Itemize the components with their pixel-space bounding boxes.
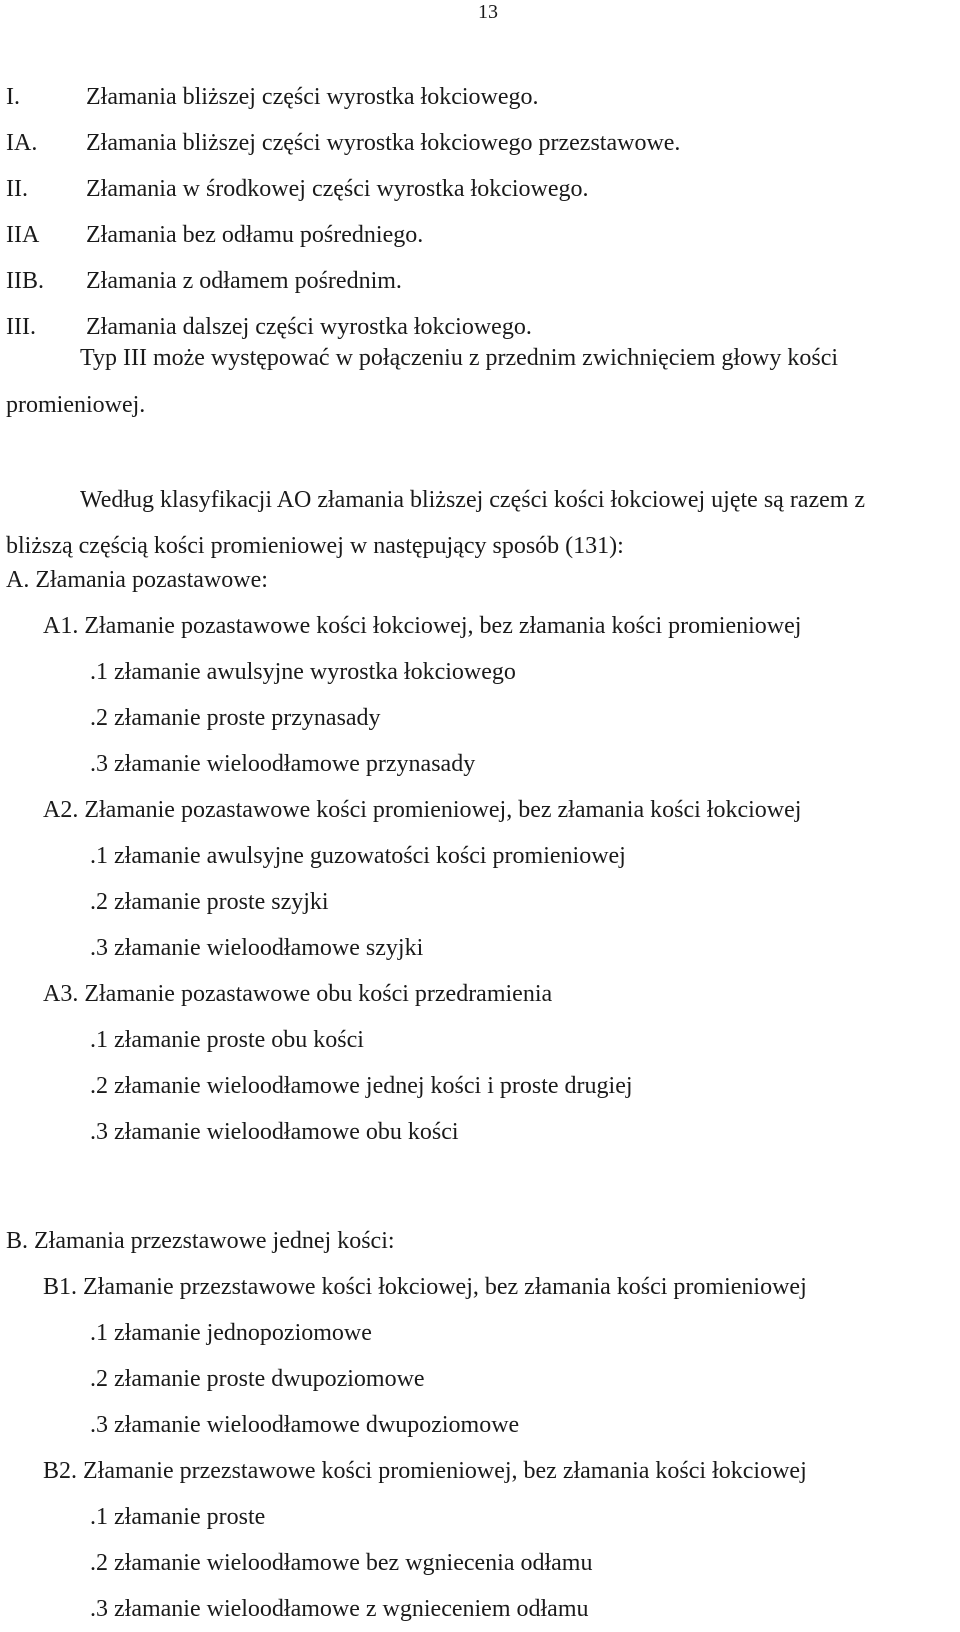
list-item: .1 złamanie proste obu kości xyxy=(90,1027,364,1053)
group-title: A2. Złamanie pozastawowe kości promieniowej, bez złamania kości łokciowej xyxy=(43,797,802,823)
classification-text: Złamania z odłamem pośrednim. xyxy=(86,268,402,294)
classification-code: IIB. xyxy=(6,268,44,294)
classification-row xyxy=(0,120,960,166)
group-title: B1. Złamanie przezstawowe kości łokciowej, bez złamania kości promieniowej xyxy=(43,1274,807,1300)
classification-code: II. xyxy=(6,176,28,202)
section-title: B. Złamania przezstawowe jednej kości: xyxy=(6,1228,395,1254)
classification-code: III. xyxy=(6,314,36,340)
list-item: .2 złamanie proste dwupoziomowe xyxy=(90,1366,425,1392)
group-title: A1. Złamanie pozastawowe kości łokciowej, bez złamania kości promieniowej xyxy=(43,613,802,639)
list-item: .2 złamanie proste przynasady xyxy=(90,705,381,731)
classification-row xyxy=(0,166,960,212)
classification-code: IIA xyxy=(6,222,40,248)
note-paragraph-line: Typ III może występować w połączeniu z przednim zwichnięciem głowy kości xyxy=(80,345,839,371)
list-item: .3 złamanie wieloodłamowe z wgnieceniem odłamu xyxy=(90,1596,589,1622)
classification-code: IA. xyxy=(6,130,38,156)
classification-text: Złamania bliższej części wyrostka łokciowego. xyxy=(86,84,539,110)
list-item: .1 złamanie jednopoziomowe xyxy=(90,1320,372,1346)
classification-text: Złamania w środkowej części wyrostka łokciowego. xyxy=(86,176,589,202)
page-number: 13 xyxy=(478,1,498,23)
classification-row xyxy=(0,304,960,350)
ao-intro-line: bliższą częścią kości promieniowej w następujący sposób (131): xyxy=(6,533,624,559)
classification-row xyxy=(0,74,960,120)
list-item: .1 złamanie proste xyxy=(90,1504,266,1530)
list-item: .1 złamanie awulsyjne guzowatości kości promieniowej xyxy=(90,843,626,869)
list-item: .2 złamanie proste szyjki xyxy=(90,889,329,915)
section-a xyxy=(0,557,960,1155)
section-title: A. Złamania pozastawowe: xyxy=(6,567,268,593)
list-item: .3 złamanie wieloodłamowe dwupoziomowe xyxy=(90,1412,520,1438)
classification-row xyxy=(0,258,960,304)
list-item: .2 złamanie wieloodłamowe jednej kości i proste drugiej xyxy=(90,1073,633,1099)
list-item: .3 złamanie wieloodłamowe przynasady xyxy=(90,751,476,777)
group-title: B2. Złamanie przezstawowe kości promieniowej, bez złamania kości łokciowej xyxy=(43,1458,807,1484)
list-item: .3 złamanie wieloodłamowe szyjki xyxy=(90,935,424,961)
classification-row xyxy=(0,212,960,258)
list-item: .3 złamanie wieloodłamowe obu kości xyxy=(90,1119,459,1145)
classification-text: Złamania bez odłamu pośredniego. xyxy=(86,222,424,248)
list-item: .1 złamanie awulsyjne wyrostka łokciowego xyxy=(90,659,516,685)
section-b xyxy=(0,1218,960,1632)
classification-text: Złamania bliższej części wyrostka łokciowego przezstawowe. xyxy=(86,130,681,156)
classification-code: I. xyxy=(6,84,20,110)
list-item: .2 złamanie wieloodłamowe bez wgniecenia odłamu xyxy=(90,1550,593,1576)
classification-text: Złamania dalszej części wyrostka łokciowego. xyxy=(86,314,532,340)
classification-list xyxy=(0,74,960,350)
group-title: A3. Złamanie pozastawowe obu kości przedramienia xyxy=(43,981,553,1007)
note-paragraph-line: promieniowej. xyxy=(6,392,146,418)
ao-intro-line: Według klasyfikacji AO złamania bliższej części kości łokciowej ujęte są razem z xyxy=(80,487,866,513)
